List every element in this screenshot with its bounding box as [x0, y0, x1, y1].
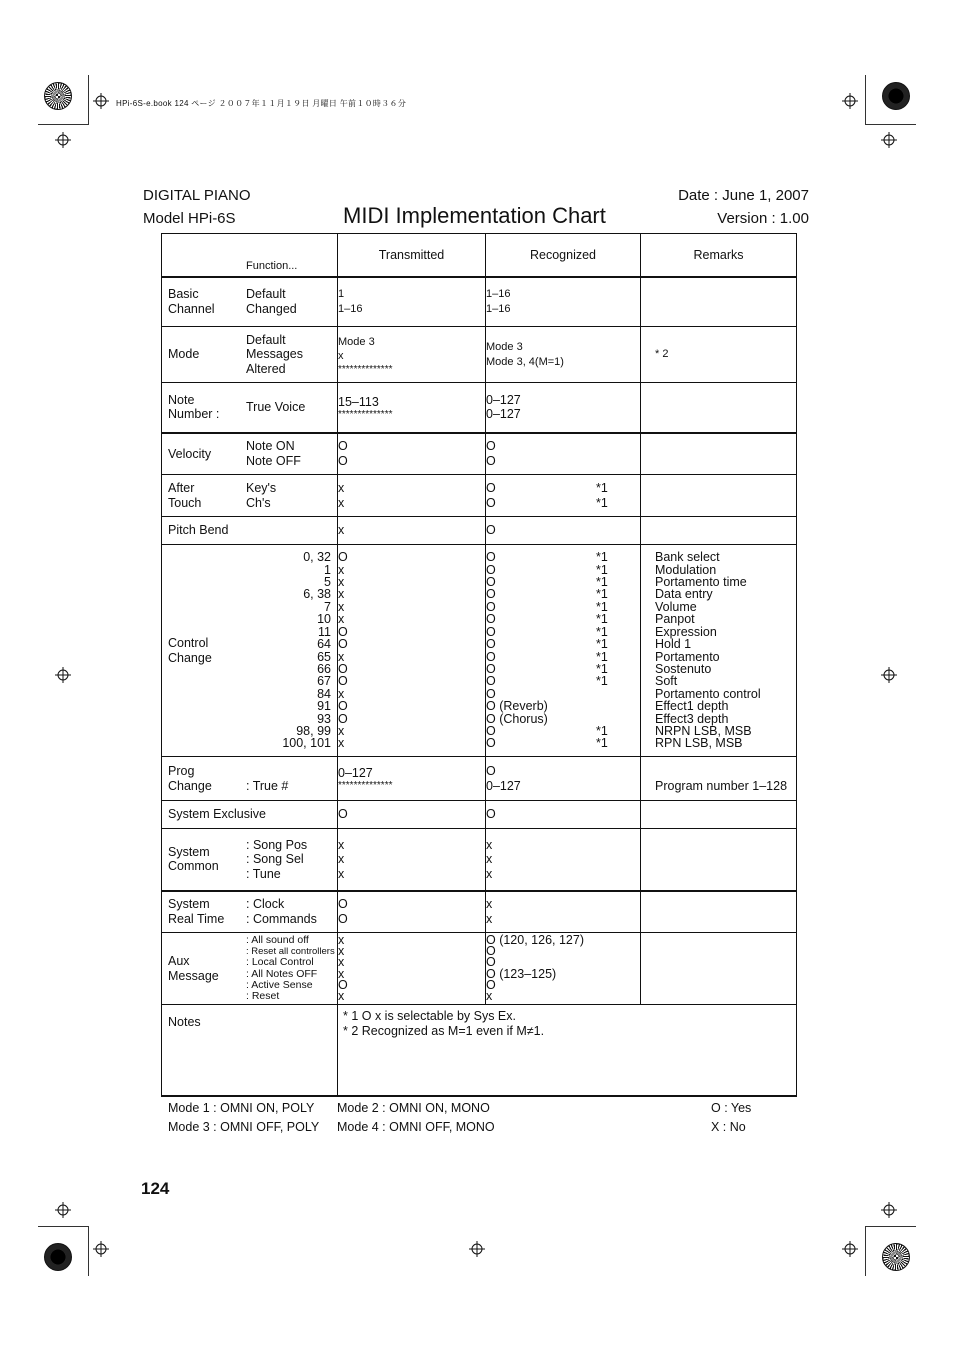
row-label: Number :	[168, 407, 220, 422]
rx-value: O (Chorus)	[486, 711, 548, 726]
cc-number: 65	[317, 649, 331, 664]
tx-value: x	[338, 481, 345, 495]
cc-rx-row	[486, 737, 640, 749]
remark: Portamento control	[655, 686, 761, 701]
registration-mark-top-left	[44, 82, 72, 110]
remark: RPN LSB, MSB	[655, 736, 743, 751]
rx-value: O	[486, 612, 496, 627]
row-system-exclusive	[162, 801, 797, 829]
registration-mark-top-right	[882, 82, 910, 110]
cc-number: 91	[317, 699, 331, 714]
rx-value: O	[486, 517, 641, 545]
cc-number: 0, 32	[303, 550, 331, 565]
tx-value: O	[338, 674, 348, 689]
row-mode	[162, 327, 797, 383]
rx-value: 0–127	[486, 407, 521, 422]
remark: Modulation	[655, 562, 717, 577]
tx-value: x	[338, 575, 345, 590]
row-sub: : All sound off	[246, 933, 309, 946]
rx-value: Mode 3	[486, 341, 523, 353]
crop-line	[38, 1226, 88, 1227]
cc-number: 11	[318, 624, 331, 639]
tx-value: x	[338, 955, 345, 970]
tx-value: x	[338, 723, 345, 738]
table-header-row	[162, 234, 797, 277]
rx-note: *1	[596, 550, 608, 565]
row-sub: Default	[246, 332, 286, 347]
tx-value: O	[338, 624, 348, 639]
row-label: After	[168, 481, 195, 495]
row-system-common	[162, 829, 797, 891]
row-label: Message	[168, 968, 219, 983]
crop-line	[866, 1226, 916, 1227]
tx-value: O	[338, 637, 348, 652]
remark: Sostenuto	[655, 661, 712, 676]
tx-value: x	[338, 944, 345, 959]
cc-rx-row	[486, 675, 640, 687]
crosshair-icon	[469, 1241, 485, 1257]
rx-value: O	[486, 599, 496, 614]
rx-note: *1	[596, 661, 608, 676]
tx-value: 0–127	[338, 765, 373, 780]
head-function: Function...	[246, 259, 298, 272]
row-label: System Exclusive	[168, 807, 266, 822]
row-prog-change	[162, 757, 797, 801]
cc-number: 98, 99	[296, 723, 331, 738]
cc-rx-row	[486, 663, 640, 675]
cc-rx-row	[486, 564, 640, 576]
crosshair-icon	[842, 93, 858, 109]
row-label: Change	[168, 650, 212, 665]
row-label: Mode	[168, 347, 200, 362]
cc-number: 84	[317, 686, 331, 701]
cc-number: 1	[324, 562, 331, 577]
rx-value: x	[486, 988, 493, 1003]
row-after-touch	[162, 475, 797, 517]
crosshair-icon	[881, 1202, 897, 1218]
crop-line	[865, 1226, 866, 1276]
tx-value: O	[338, 661, 348, 676]
cc-rx-row	[486, 626, 640, 638]
remark: Effect3 depth	[655, 711, 729, 726]
crop-line	[88, 75, 89, 125]
row-sub: True Voice	[246, 400, 306, 414]
rx-value: O	[486, 764, 496, 778]
rx-value: x	[486, 852, 493, 866]
tx-value: x	[338, 587, 345, 602]
note-line: * 2 Recognized as M=1 even if M≠1.	[343, 1024, 545, 1038]
crosshair-icon	[55, 1202, 71, 1218]
rx-value: O	[486, 944, 496, 959]
rx-value: 0–127	[486, 392, 521, 407]
remark: * 2	[641, 327, 797, 383]
yes-legend: O : Yes	[711, 1101, 752, 1115]
row-velocity	[162, 433, 797, 475]
rx-value: 0–127	[486, 778, 521, 793]
row-sub: Messages	[246, 347, 303, 362]
tx-value: 1	[338, 288, 345, 301]
row-label: Real Time	[168, 911, 225, 926]
rx-note: *1	[596, 637, 608, 652]
tx-value: O	[338, 550, 348, 565]
registration-mark-bottom-left	[44, 1243, 72, 1271]
remark: Data entry	[655, 587, 713, 602]
row-label: System	[168, 897, 210, 912]
cc-number: 93	[317, 711, 331, 726]
note-line: * 1 O x is selectable by Sys Ex.	[343, 1009, 516, 1023]
row-sub: : Reset	[246, 989, 280, 1002]
registration-mark-bottom-right	[882, 1243, 910, 1271]
row-label: Velocity	[168, 446, 212, 461]
row-sub: : Clock	[246, 897, 285, 912]
rx-value: O	[486, 624, 496, 639]
tx-value: O	[338, 439, 348, 454]
remark: Portamento time	[655, 575, 747, 590]
row-sub: Key's	[246, 481, 277, 495]
mode1-legend: Mode 1 : OMNI ON, POLY	[168, 1101, 315, 1115]
tx-value: x	[338, 988, 345, 1003]
row-sub: : All Notes OFF	[246, 967, 318, 980]
row-sub: : True #	[246, 778, 289, 793]
row-label: Channel	[168, 301, 215, 316]
rx-value: x	[486, 866, 493, 881]
rx-note: *1	[596, 674, 608, 689]
tx-value: x	[338, 932, 345, 947]
tx-value: x	[338, 562, 345, 577]
row-label: Notes	[168, 1015, 201, 1029]
rx-value: O	[486, 977, 496, 992]
cc-rx-row	[486, 576, 640, 588]
tx-value: x	[338, 350, 344, 362]
tx-value: x	[338, 517, 486, 545]
remark: Soft	[655, 674, 678, 689]
rx-note: *1	[596, 736, 608, 751]
row-pitch-bend	[162, 517, 797, 545]
cc-number: 7	[324, 599, 331, 614]
cc-number: 6, 38	[303, 587, 331, 602]
header-version: Version : 1.00	[717, 210, 809, 227]
remark: Program number 1–128	[655, 778, 788, 793]
cc-rx-row	[486, 700, 640, 712]
rx-note: *1	[596, 624, 608, 639]
row-sub: Ch's	[246, 495, 271, 510]
rx-value: x	[486, 837, 493, 852]
crosshair-icon	[55, 132, 71, 148]
cc-rx-row	[486, 638, 640, 650]
rx-note: *1	[596, 587, 608, 602]
crosshair-icon	[881, 667, 897, 683]
mode3-legend: Mode 3 : OMNI OFF, POLY	[168, 1120, 320, 1134]
head-recognized: Recognized	[486, 234, 641, 277]
rx-value: O	[486, 801, 641, 829]
rx-value: O	[486, 550, 496, 565]
rx-value: 1–16	[486, 288, 511, 301]
cc-rx-row	[486, 713, 640, 725]
tx-value: O	[338, 897, 348, 912]
row-label: Touch	[168, 495, 202, 510]
tx-value: x	[338, 612, 345, 627]
remark: Expression	[655, 624, 717, 639]
rx-value: O	[486, 575, 496, 590]
row-sub: : Song Sel	[246, 852, 304, 866]
crosshair-icon	[93, 1241, 109, 1257]
mode4-legend: Mode 4 : OMNI OFF, MONO	[337, 1120, 495, 1134]
remark: Portamento	[655, 649, 720, 664]
row-sub: : Local Control	[246, 956, 314, 969]
tx-value: x	[338, 649, 345, 664]
tx-value: Mode 3	[338, 335, 375, 348]
rx-value: O	[486, 637, 496, 652]
cc-rx-row	[486, 613, 640, 625]
row-label: Pitch Bend	[168, 523, 229, 538]
tx-value: x	[338, 736, 345, 751]
header-product: DIGITAL PIANO	[143, 187, 251, 204]
rx-value: O	[486, 562, 496, 577]
rx-value: O	[486, 495, 496, 510]
row-notes	[162, 1005, 797, 1096]
tx-value: **************	[338, 409, 393, 420]
row-sub: : Active Sense	[246, 978, 313, 991]
rx-value: O	[486, 453, 496, 468]
crosshair-icon	[93, 93, 109, 109]
row-label: Note	[168, 392, 195, 407]
tx-value: 1–16	[338, 302, 363, 315]
row-sub: Default	[246, 287, 286, 302]
rx-note	[596, 688, 616, 700]
midi-implementation-table	[161, 233, 797, 1097]
crosshair-icon	[55, 667, 71, 683]
header-date: Date : June 1, 2007	[678, 187, 809, 204]
tx-value: x	[338, 495, 345, 510]
remark: NRPN LSB, MSB	[655, 723, 752, 738]
row-sub: : Song Pos	[246, 837, 308, 852]
remark: Panpot	[655, 612, 695, 627]
remark: Bank select	[655, 550, 720, 565]
tx-value: x	[338, 852, 345, 866]
rx-note: *1	[596, 612, 608, 627]
row-label: Change	[168, 778, 212, 793]
row-system-realtime	[162, 891, 797, 933]
rx-value: O	[486, 723, 496, 738]
row-sub: Note ON	[246, 439, 295, 454]
rx-note: *1	[596, 495, 608, 510]
print-info: HPi-6S-e.book 124 ページ ２００７年１１月１９日 月曜日 午前１０時３６分	[116, 99, 407, 108]
tx-value: O	[338, 977, 348, 992]
head-remarks: Remarks	[641, 234, 797, 277]
cc-number: 5	[324, 575, 331, 590]
tx-value: O	[338, 801, 486, 829]
row-basic-channel	[162, 277, 797, 327]
tx-value: x	[338, 866, 345, 881]
crop-line	[866, 124, 916, 125]
rx-value: O	[486, 661, 496, 676]
no-legend: X : No	[711, 1120, 746, 1134]
cc-rx-row	[486, 588, 640, 600]
rx-value: 1–16	[486, 302, 511, 315]
crop-line	[38, 124, 88, 125]
rx-note: *1	[596, 562, 608, 577]
remark: Effect1 depth	[655, 699, 729, 714]
remark: Hold 1	[655, 637, 692, 652]
crosshair-icon	[842, 1241, 858, 1257]
rx-value: Mode 3, 4(M=1)	[486, 355, 564, 368]
rx-note: *1	[596, 649, 608, 664]
tx-value: **************	[338, 780, 393, 792]
tx-value: x	[338, 599, 345, 614]
rx-value: O	[486, 674, 496, 689]
rx-value: O	[486, 736, 496, 751]
row-label: System	[168, 844, 210, 859]
rx-value: O	[486, 481, 496, 495]
crop-line	[865, 75, 866, 125]
rx-value: O	[486, 649, 496, 664]
rx-value: O (123–125)	[486, 966, 557, 981]
row-aux-message	[162, 933, 797, 1005]
page-number: 124	[141, 1179, 170, 1198]
tx-value: O	[338, 911, 348, 926]
rx-note: *1	[596, 723, 608, 738]
tx-value: **************	[338, 363, 393, 375]
row-sub: Altered	[246, 361, 286, 376]
rx-value: O (120, 126, 127)	[486, 932, 584, 947]
mode2-legend: Mode 2 : OMNI ON, MONO	[337, 1101, 490, 1115]
rx-note: *1	[596, 599, 608, 614]
row-sub: : Tune	[246, 866, 281, 881]
cc-rx-row	[486, 551, 640, 563]
row-sub: : Reset all controllers	[246, 946, 335, 958]
rx-note: *1	[596, 575, 608, 590]
cc-rx-row	[486, 725, 640, 737]
cc-number: 100, 101	[282, 736, 331, 751]
crop-line	[88, 1226, 89, 1276]
rx-value: O	[486, 439, 496, 454]
cc-number: 66	[317, 661, 331, 676]
rx-value: O	[486, 955, 496, 970]
tx-value: O	[338, 711, 348, 726]
page-title: MIDI Implementation Chart	[343, 203, 606, 228]
head-transmitted: Transmitted	[338, 234, 486, 277]
rx-value: x	[486, 911, 493, 926]
crosshair-icon	[881, 132, 897, 148]
remark: Volume	[655, 599, 697, 614]
tx-value: x	[338, 837, 345, 852]
rx-value: O	[486, 686, 496, 701]
row-label: Basic	[168, 287, 199, 302]
tx-value: 15–113	[338, 394, 379, 409]
tx-value: O	[338, 699, 348, 714]
cc-number: 67	[317, 674, 331, 689]
rx-value: x	[486, 897, 493, 912]
row-sub: Note OFF	[246, 453, 301, 468]
row-label: Aux	[168, 954, 190, 968]
row-note-number	[162, 383, 797, 433]
row-label: Control	[168, 636, 209, 650]
rx-value: O	[486, 587, 496, 602]
cc-rx-row	[486, 651, 640, 663]
cc-rx-row	[486, 601, 640, 613]
row-sub: Changed	[246, 301, 297, 316]
tx-value: x	[338, 686, 345, 701]
cc-number: 10	[317, 612, 331, 627]
row-label: Prog	[168, 764, 195, 778]
row-label: Common	[168, 859, 219, 874]
rx-note: *1	[596, 481, 608, 495]
header-model: Model HPi-6S	[143, 210, 236, 227]
row-control-change	[162, 545, 797, 757]
tx-value: O	[338, 453, 348, 468]
rx-value: O (Reverb)	[486, 699, 548, 714]
rx-note	[596, 700, 616, 712]
cc-number: 64	[317, 637, 331, 652]
tx-value: x	[338, 966, 345, 981]
row-sub: : Commands	[246, 911, 317, 926]
